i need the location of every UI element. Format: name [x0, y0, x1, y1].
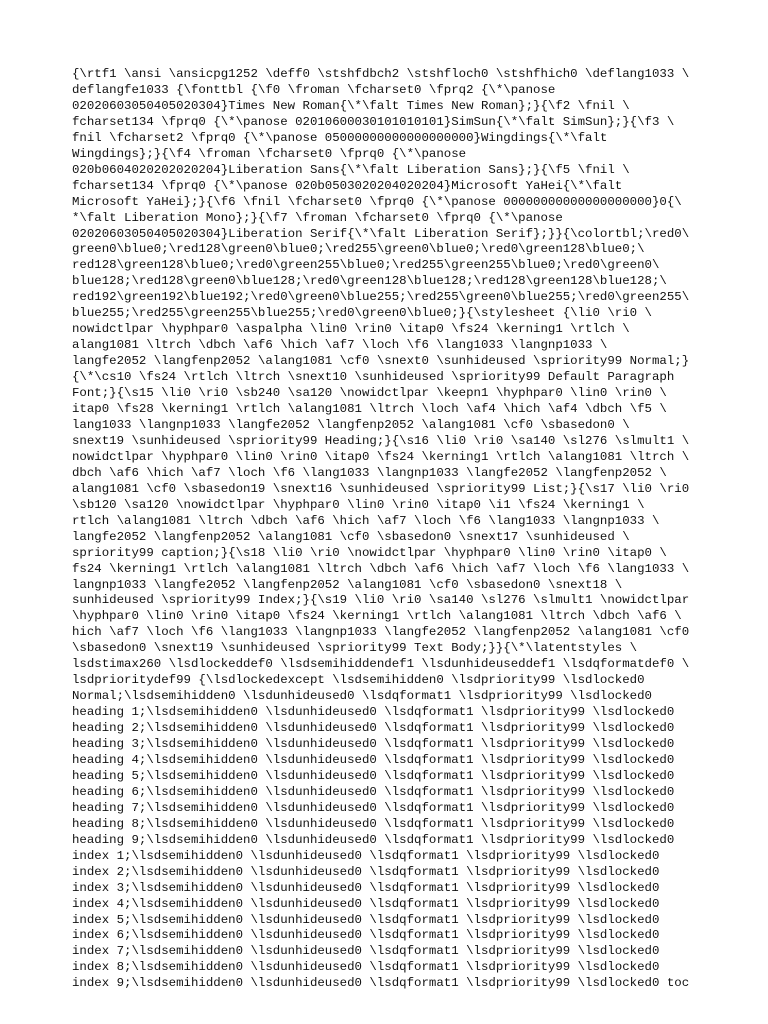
rtf-line: index 8;\lsdsemihidden0 \lsdunhideused0 \lsdqformat1 \lsdpriority99 \lsdlocked0 [72, 960, 660, 975]
rtf-line: nowidctlpar \hyphpar0 \lin0 \rin0 \itap0 \fs24 \kerning1 \rtlch \alang1081 \ltrch \ [72, 449, 690, 464]
rtf-line: blue128;\red128\green0\blue128;\red0\green128\blue128;\red128\green128\blue128;\ [72, 274, 667, 289]
rtf-line: hich \af7 \loch \f6 \lang1033 \langnp1033 \langfe2052 \langfenp2052 \alang1081 \cf0 [72, 625, 690, 640]
rtf-line: red128\green128\blue0;\red0\green255\blue0;\red255\green255\blue0;\red0\green0\ [72, 258, 660, 273]
rtf-line: *\falt Liberation Mono};}{\f7 \froman \fcharset0 \fprq0 {\*\panose [72, 210, 563, 225]
rtf-line: lsdstimax260 \lsdlockeddef0 \lsdsemihiddendef1 \lsdunhideuseddef1 \lsdqformatdef0 \ [72, 657, 690, 672]
rtf-line: heading 8;\lsdsemihidden0 \lsdunhideused0 \lsdqformat1 \lsdpriority99 \lsdlocked0 [72, 816, 675, 831]
rtf-line: spriority99 caption;}{\s18 \li0 \ri0 \nowidctlpar \hyphpar0 \lin0 \rin0 \itap0 \ [72, 545, 667, 560]
rtf-line: heading 7;\lsdsemihidden0 \lsdunhideused0 \lsdqformat1 \lsdpriority99 \lsdlocked0 [72, 800, 675, 815]
rtf-line: alang1081 \ltrch \dbch \af6 \hich \af7 \loch \f6 \lang1033 \langnp1033 \ [72, 338, 608, 353]
rtf-line: blue255;\red255\green255\blue255;\red0\green0\blue0;}{\stylesheet {\li0 \ri0 \ [72, 306, 652, 321]
rtf-line: {\rtf1 \ansi \ansicpg1252 \deff0 \stshfdbch2 \stshfloch0 \stshfhich0 \deflang1033 \ [72, 67, 690, 81]
rtf-line: lang1033 \langnp1033 \langfe2052 \langfenp2052 \alang1081 \cf0 \sbasedon0 \ [72, 417, 630, 432]
rtf-line: green0\blue0;\red128\green0\blue0;\red255\green0\blue0;\red0\green128\blue0;\ [72, 242, 645, 257]
rtf-line: heading 5;\lsdsemihidden0 \lsdunhideused0 \lsdqformat1 \lsdpriority99 \lsdlocked0 [72, 768, 675, 783]
rtf-line: fnil \fcharset2 \fprq0 {\*\panose 05000000000000000000}Wingdings{\*\falt [72, 130, 608, 145]
rtf-line: heading 2;\lsdsemihidden0 \lsdunhideused0 \lsdqformat1 \lsdpriority99 \lsdlocked0 [72, 721, 675, 736]
rtf-line: Wingdings};}{\f4 \froman \fcharset0 \fprq0 {\*\panose [72, 146, 467, 161]
rtf-line: deflangfe1033 {\fonttbl {\f0 \froman \fcharset0 \fprq2 {\*\panose [72, 82, 556, 97]
rtf-line: fcharset134 \fprq0 {\*\panose 02010600030101010101}SimSun{\*\falt SimSun};}{\f3 \ [72, 114, 675, 129]
rtf-line: index 6;\lsdsemihidden0 \lsdunhideused0 \lsdqformat1 \lsdpriority99 \lsdlocked0 [72, 928, 660, 943]
rtf-line: alang1081 \cf0 \sbasedon19 \snext16 \sunhideused \spriority99 List;}{\s17 \li0 \ri0 [72, 481, 690, 496]
rtf-line: fcharset134 \fprq0 {\*\panose 020b0503020204020204}Microsoft YaHei{\*\falt [72, 178, 623, 193]
rtf-line: index 2;\lsdsemihidden0 \lsdunhideused0 \lsdqformat1 \lsdpriority99 \lsdlocked0 [72, 864, 660, 879]
rtf-line: Microsoft YaHei};}{\f6 \fnil \fcharset0 \fprq0 {\*\panose 00000000000000000000}0{\ [72, 194, 682, 209]
rtf-line: heading 3;\lsdsemihidden0 \lsdunhideused0 \lsdqformat1 \lsdpriority99 \lsdlocked0 [72, 737, 675, 752]
rtf-line: Font;}{\s15 \li0 \ri0 \sb240 \sa120 \nowidctlpar \keepn1 \hyphpar0 \lin0 \rin0 \ [72, 386, 667, 401]
rtf-line: \sb120 \sa120 \nowidctlpar \hyphpar0 \lin0 \rin0 \itap0 \i1 \fs24 \kerning1 \ [72, 497, 645, 512]
rtf-line: \hyphpar0 \lin0 \rin0 \itap0 \fs24 \kerning1 \rtlch \alang1081 \ltrch \dbch \af6 \ [72, 609, 682, 624]
rtf-line: langfe2052 \langfenp2052 \alang1081 \cf0 \sbasedon0 \snext17 \sunhideused \ [72, 529, 630, 544]
rtf-line: sunhideused \spriority99 Index;}{\s19 \li0 \ri0 \sa140 \sl276 \slmult1 \nowidctlpar [72, 593, 690, 608]
rtf-line: rtlch \alang1081 \ltrch \dbch \af6 \hich \af7 \loch \f6 \lang1033 \langnp1033 \ [72, 513, 660, 528]
rtf-line: nowidctlpar \hyphpar0 \aspalpha \lin0 \rin0 \itap0 \fs24 \kerning1 \rtlch \ [72, 322, 630, 337]
rtf-line: heading 1;\lsdsemihidden0 \lsdunhideused0 \lsdqformat1 \lsdpriority99 \lsdlocked0 [72, 705, 675, 720]
rtf-line: langnp1033 \langfe2052 \langfenp2052 \alang1081 \cf0 \sbasedon0 \snext18 \ [72, 577, 623, 592]
rtf-line: index 9;\lsdsemihidden0 \lsdunhideused0 \lsdqformat1 \lsdpriority99 \lsdlocked0 toc [72, 976, 690, 991]
rtf-line: heading 4;\lsdsemihidden0 \lsdunhideused0 \lsdqformat1 \lsdpriority99 \lsdlocked0 [72, 752, 675, 767]
rtf-line: 020b0604020202020204}Liberation Sans{\*\falt Liberation Sans};}{\f5 \fnil \ [72, 162, 630, 177]
rtf-line: langfe2052 \langfenp2052 \alang1081 \cf0 \snext0 \sunhideused \spriority99 Normal;} [72, 354, 690, 369]
rtf-line: dbch \af6 \hich \af7 \loch \f6 \lang1033 \langnp1033 \langfe2052 \langfenp2052 \ [72, 465, 667, 480]
rtf-line: {\*\cs10 \fs24 \rtlch \ltrch \snext10 \sunhideused \spriority99 Default Paragraph [72, 370, 675, 385]
rtf-line: snext19 \sunhideused \spriority99 Heading;}{\s16 \li0 \ri0 \sa140 \sl276 \slmult1 \ [72, 433, 690, 448]
rtf-line: index 1;\lsdsemihidden0 \lsdunhideused0 \lsdqformat1 \lsdpriority99 \lsdlocked0 [72, 848, 660, 863]
rtf-line: \sbasedon0 \snext19 \sunhideused \spriority99 Text Body;}}{\*\latentstyles \ [72, 641, 638, 656]
document-page [72, 67, 712, 992]
rtf-line: fs24 \kerning1 \rtlch \alang1081 \ltrch \dbch \af6 \hich \af7 \loch \f6 \lang1033 \ [72, 561, 690, 576]
rtf-line: itap0 \fs28 \kerning1 \rtlch \alang1081 \ltrch \loch \af4 \hich \af4 \dbch \f5 \ [72, 402, 667, 417]
rtf-line: heading 6;\lsdsemihidden0 \lsdunhideused0 \lsdqformat1 \lsdpriority99 \lsdlocked0 [72, 784, 675, 799]
rtf-line: lsdprioritydef99 {\lsdlockedexcept \lsdsemihidden0 \lsdpriority99 \lsdlocked0 [72, 673, 645, 688]
rtf-line: index 4;\lsdsemihidden0 \lsdunhideused0 \lsdqformat1 \lsdpriority99 \lsdlocked0 [72, 896, 660, 911]
rtf-line: 02020603050405020304}Liberation Serif{\*\falt Liberation Serif};}}{\colortbl;\red0\ [72, 226, 690, 241]
rtf-line: heading 9;\lsdsemihidden0 \lsdunhideused0 \lsdqformat1 \lsdpriority99 \lsdlocked0 [72, 832, 675, 847]
rtf-line: Normal;\lsdsemihidden0 \lsdunhideused0 \lsdqformat1 \lsdpriority99 \lsdlocked0 [72, 689, 652, 704]
rtf-line: 02020603050405020304}Times New Roman{\*\falt Times New Roman};}{\f2 \fnil \ [72, 98, 630, 113]
rtf-line: index 3;\lsdsemihidden0 \lsdunhideused0 \lsdqformat1 \lsdpriority99 \lsdlocked0 [72, 880, 660, 895]
rtf-line: index 5;\lsdsemihidden0 \lsdunhideused0 \lsdqformat1 \lsdpriority99 \lsdlocked0 [72, 912, 660, 927]
rtf-line: index 7;\lsdsemihidden0 \lsdunhideused0 \lsdqformat1 \lsdpriority99 \lsdlocked0 [72, 944, 660, 959]
rtf-line: red192\green192\blue192;\red0\green0\blue255;\red255\green0\blue255;\red0\green255\ [72, 290, 690, 305]
